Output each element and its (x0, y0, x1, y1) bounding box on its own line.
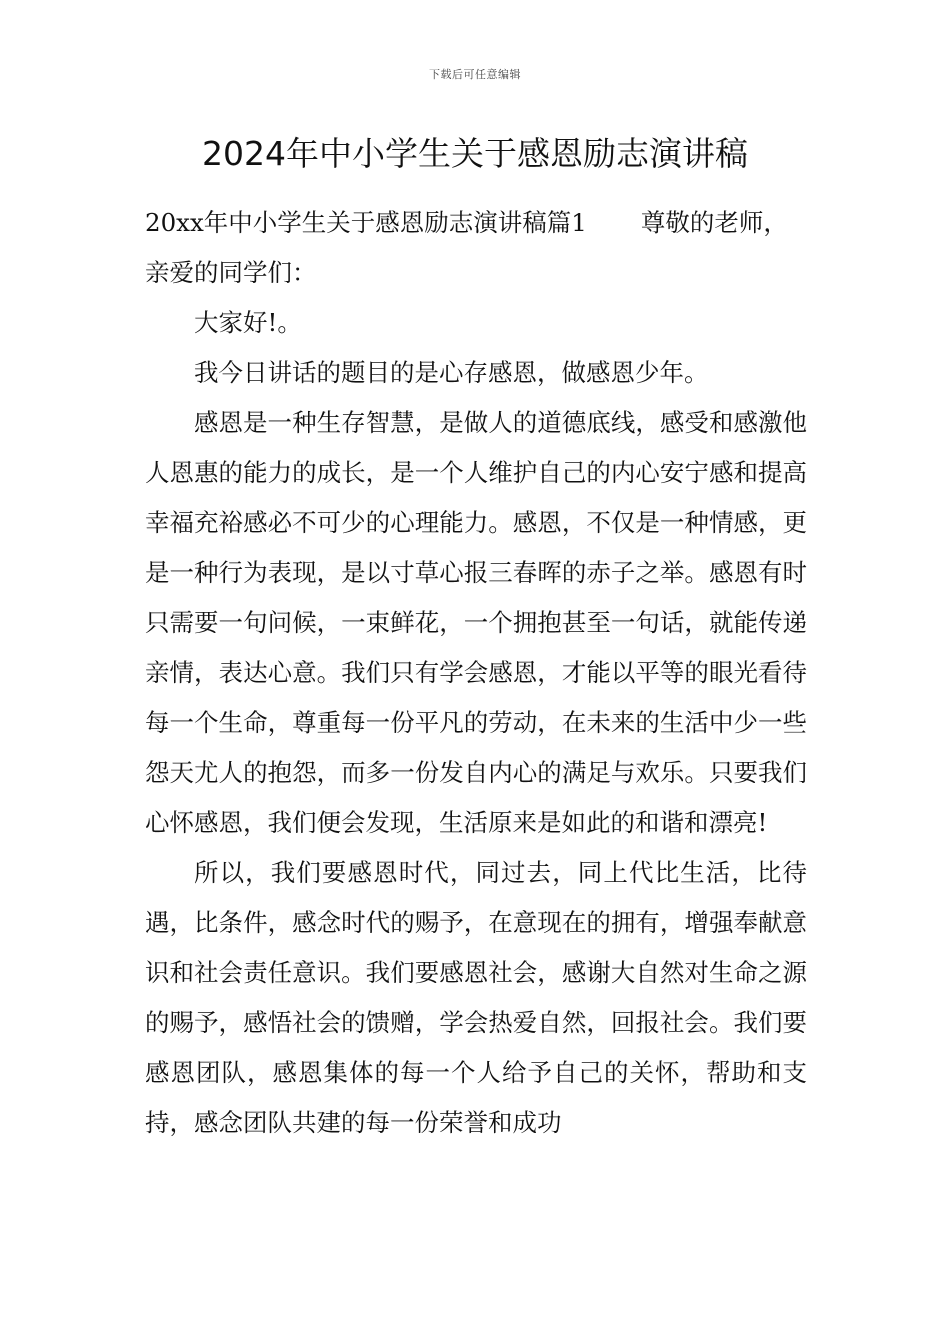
document-title: 2024年中小学生关于感恩励志演讲稿 (202, 134, 748, 173)
paragraph-greeting: 大家好!。 (194, 308, 302, 337)
section-heading: 20xx年中小学生关于感恩励志演讲稿篇1 (145, 208, 587, 237)
document-body (145, 198, 807, 1148)
section-heading-line (145, 198, 807, 248)
salutation-line-2: 亲爱的同学们： (145, 258, 317, 287)
paragraph-gratitude: 感恩是一种生存智慧，是做人的道德底线，感受和感激他人恩惠的能力的成长，是一个人维护自己的内心安宁感和提高幸福充裕感必不可少的心理能力。感恩，不仅是一种情感，更是一种行为表现，是以寸草心报三春晖的赤子之举。感恩有时只需要一句问候，一束鲜花，一个拥抱甚至一句话，就能传递亲情，表达心意。我们只有学会感恩，才能以平等的眼光看待每一个生命，尊重每一份平凡的劳动，在未来的生活中少一些怨天尤人的抱怨，而多一份发自内心的满足与欢乐。只要我们心怀感恩，我们便会发现，生活原来是如此的和谐和漂亮! (145, 408, 807, 837)
paragraph-conclusion: 所以，我们要感恩时代，同过去，同上代比生活，比待遇，比条件，感念时代的赐予，在意现在的拥有，增强奉献意识和社会责任意识。我们要感恩社会，感谢大自然对生命之源的赐予，感悟社会的馈赠，学会热爱自然，回报社会。我们要感恩团队，感恩集体的每一个人给予自己的关怀，帮助和支持，感念团队共建的每一份荣誉和成功 (145, 858, 807, 1137)
paragraph-topic: 我今日讲话的题目的是心存感恩，做感恩少年。 (194, 358, 709, 387)
salutation-line-1: 尊敬的老师， (640, 208, 788, 237)
header-note: 下载后可任意编辑 (429, 68, 521, 81)
